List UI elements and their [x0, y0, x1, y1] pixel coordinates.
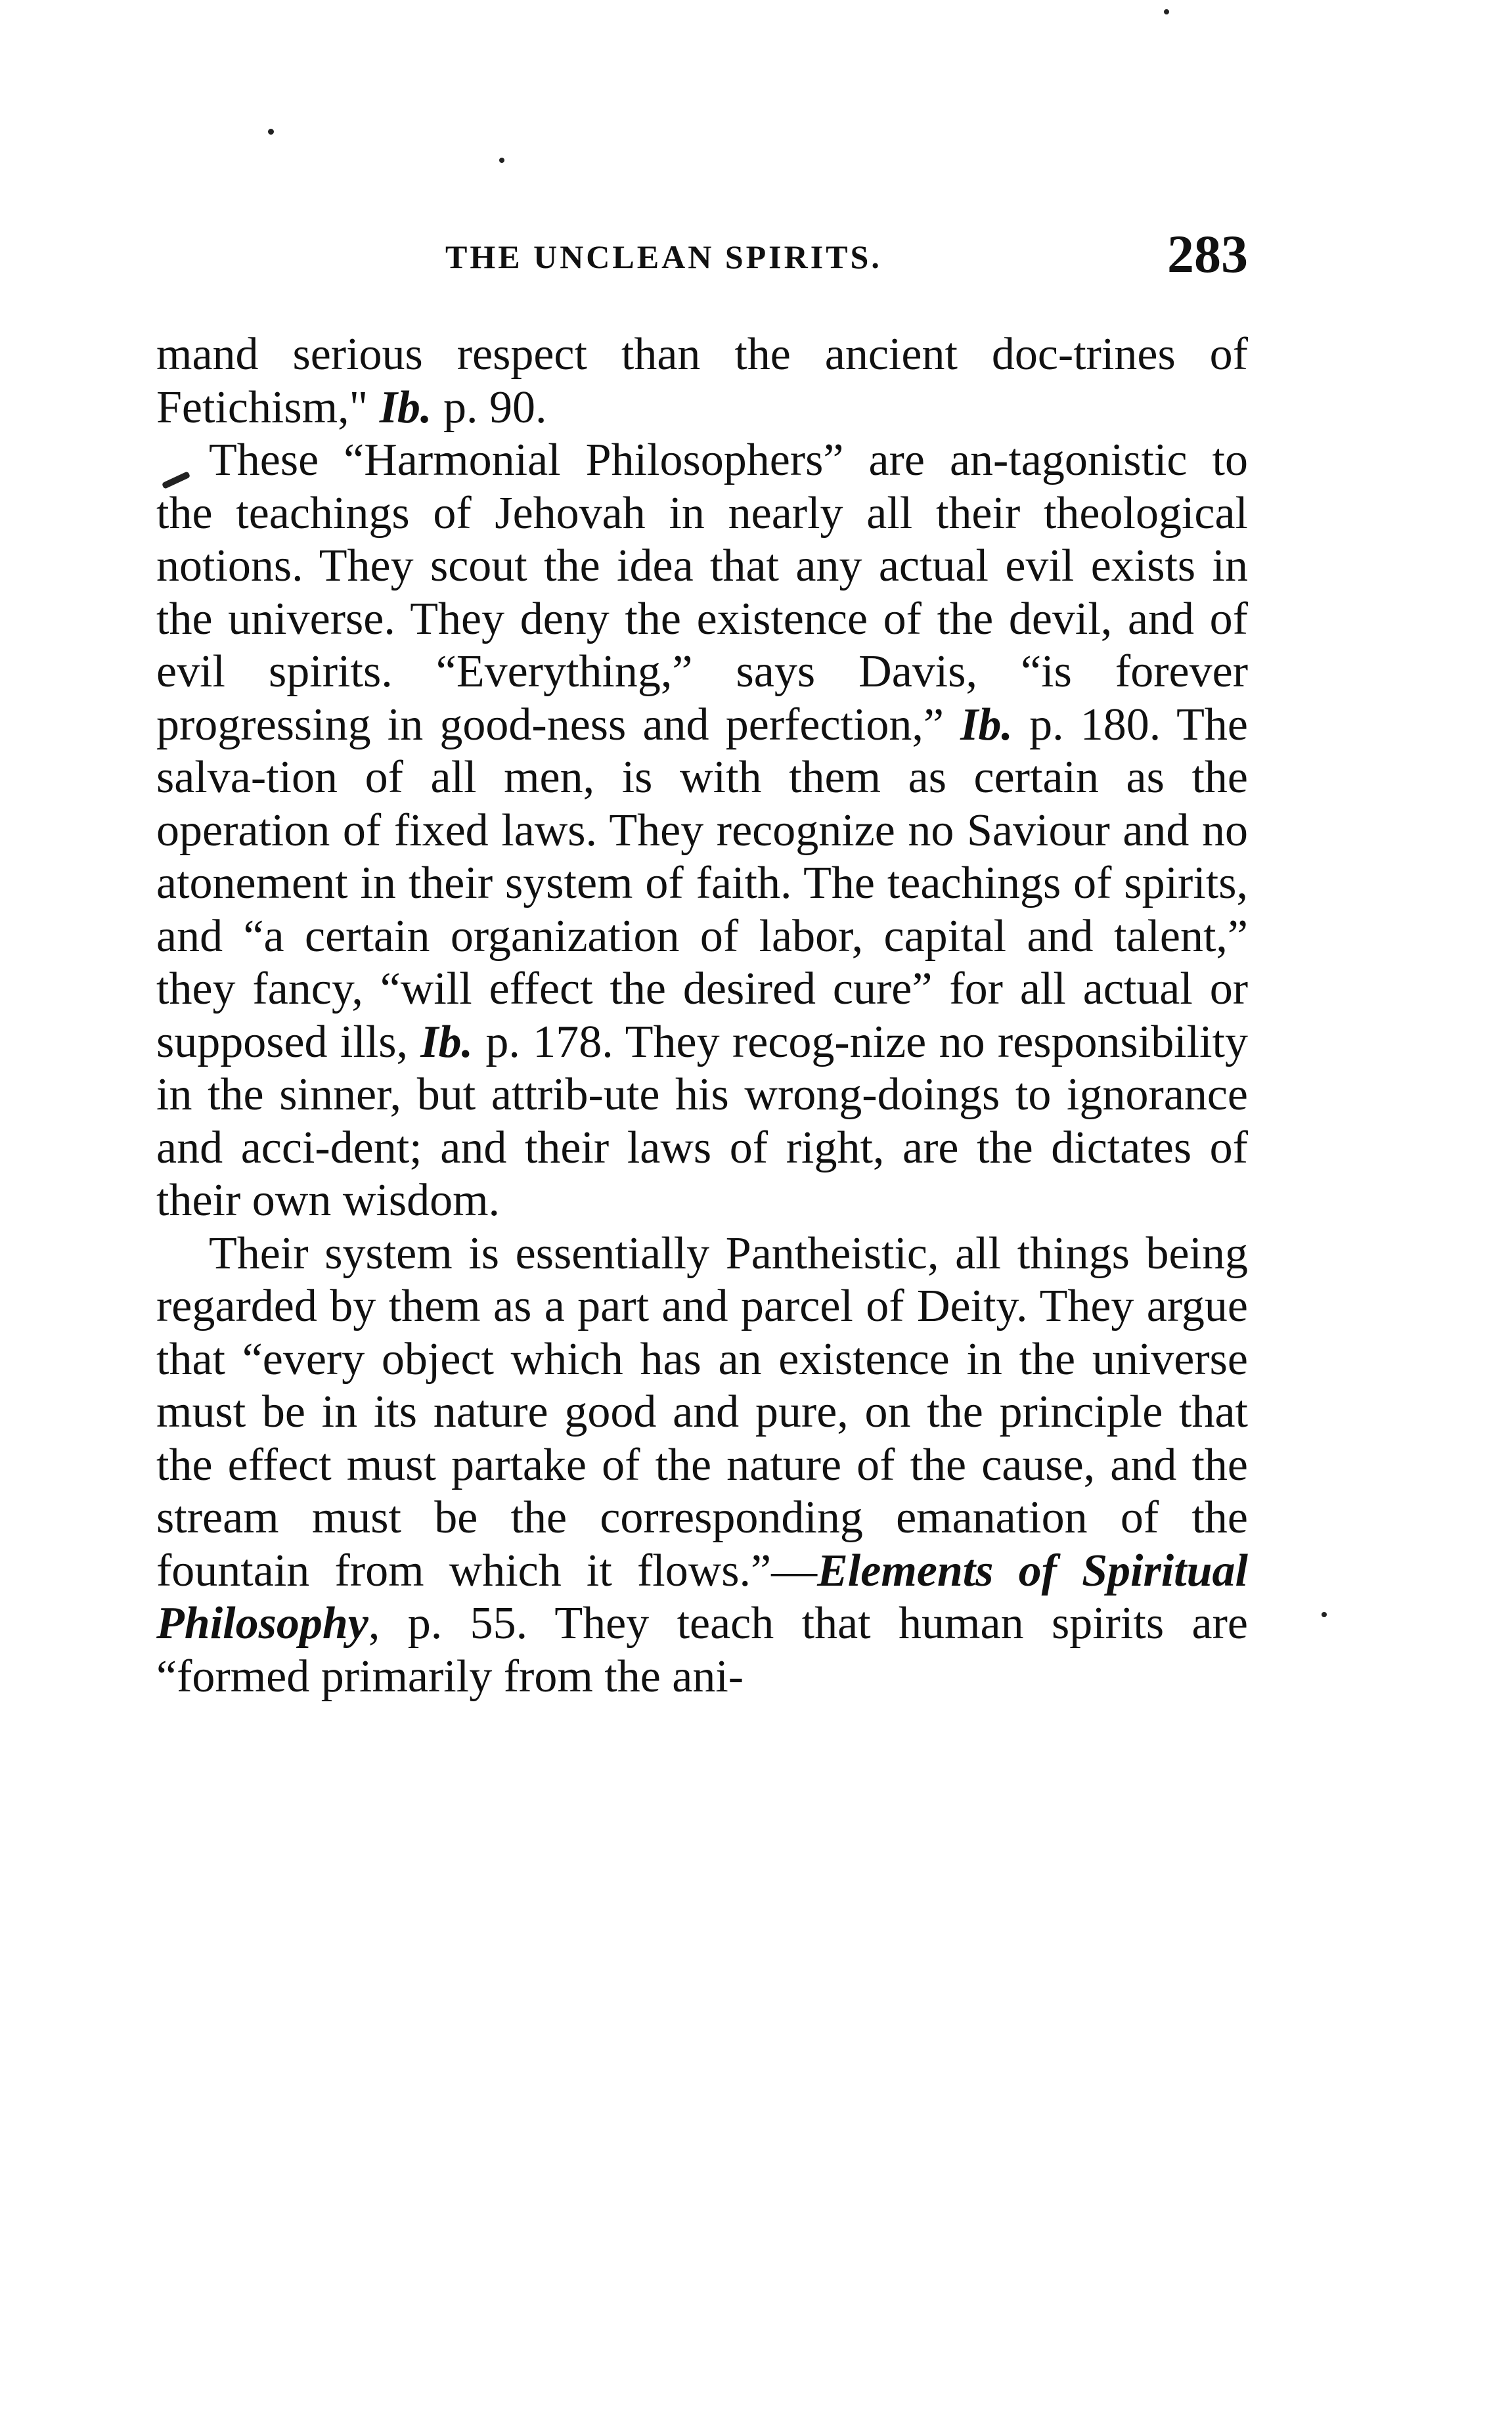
- book-title: Elements of Spiritual Philosophy: [156, 1545, 1248, 1649]
- citation-abbrev: Ib.: [420, 1016, 474, 1067]
- citation-abbrev: Ib.: [960, 699, 1013, 750]
- text-run: mand serious respect than the ancient doc-trines of Fetichism,": [156, 329, 1248, 433]
- text-run: p. 90.: [432, 382, 547, 433]
- text-run: These “Harmonial Philosophers” are an-tagonistic to the teachings of Jehovah in nearly all their theological notions. They scout the idea that any actual evil exists in the universe. They deny the existence of the devil, and of evil spirits. “Everything,” says Davis, “is forever progressing in good-ness and perfection,”: [156, 435, 1248, 750]
- paragraph: [156, 434, 1248, 1228]
- print-speck: [268, 129, 274, 135]
- citation-abbrev: Ib.: [379, 382, 432, 433]
- text-run: p. 180. The salva-tion of all men, is with them as certain as the operation of fixed laws. They recognize no Saviour and no atonement in their system of faith. The teachings of spirits, and “a certain organization of labor, capital and talent,” they fancy, “will effect the desired cure” for all actual or supposed ills,: [156, 699, 1248, 1067]
- print-speck: [1322, 1612, 1327, 1617]
- print-speck: [499, 158, 504, 163]
- running-title: THE UNCLEAN SPIRITS.: [445, 238, 882, 275]
- page-header: [156, 223, 1248, 282]
- paragraph: [156, 1228, 1248, 1704]
- print-speck: [1164, 9, 1169, 14]
- body-text: [156, 328, 1248, 1703]
- paragraph: [156, 328, 1248, 434]
- page-number: 283: [1167, 224, 1248, 284]
- text-run: Their system is essentially Pantheistic, all things being regarded by them as a part and parcel of Deity. They argue that “every object which has an existence in the universe must be in its nature good and pure, on the principle that the effect must partake of the nature of the cause, and the stream must be the corresponding emanation of the fountain from which it flows.”—: [156, 1228, 1248, 1596]
- text-run: , p. 55. They teach that human spirits are “formed primarily from the ani-: [156, 1598, 1248, 1702]
- text-run: p. 178. They recog-nize no responsibility in the sinner, but attrib-ute his wrong-doings to ignorance and acci-dent; and their laws of right, are the dictates of their own wisdom.: [156, 1016, 1249, 1226]
